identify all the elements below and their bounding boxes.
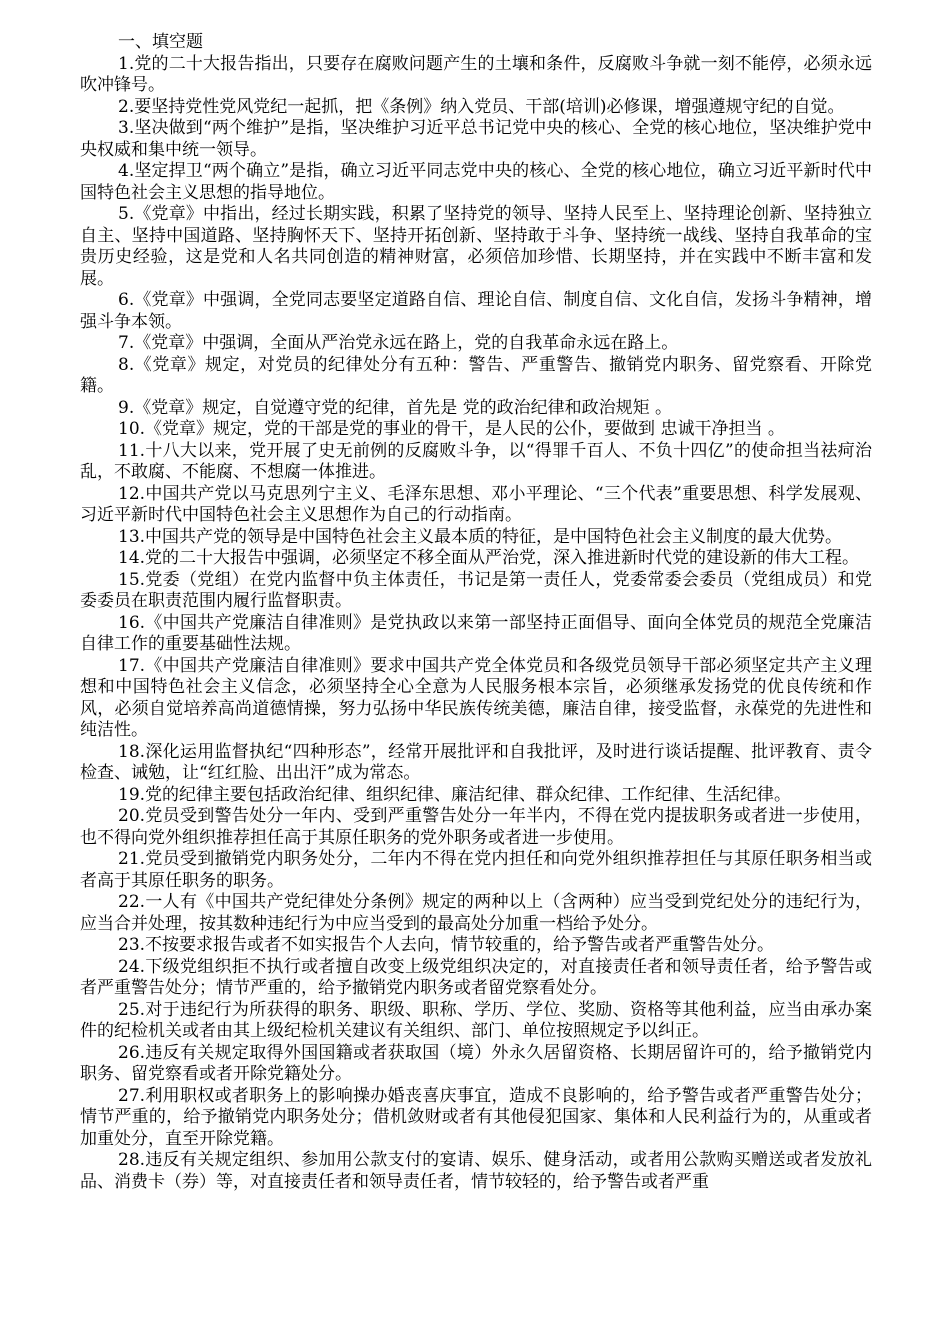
question-4: 4.坚定捍卫“两个确立”是指，确立习近平同志党中央的核心、全党的核心地位，确立习近平新时代中国特色社会主义思想的指导地位。 [80,161,872,203]
question-23: 23.不按要求报告或者不如实报告个人去向，情节较重的，给予警告或者严重警告处分。 [118,935,775,955]
question-6: 6.《党章》中强调，全党同志要坚定道路自信、理论自信、制度自信、文化自信，发扬斗争精神，增强斗争本领。 [80,290,872,332]
question-16: 16.《中国共产党廉洁自律准则》是党执政以来第一部坚持正面倡导、面向全体党员的规范全党廉洁自律工作的重要基础性法规。 [80,612,872,654]
question-11: 11.十八大以来，党开展了史无前例的反腐败斗争，以“得罪千百人、不负十四亿”的使命担当祛疴治乱，不敢腐、不能腐、不想腐一体推进。 [80,440,872,482]
question-17: 17.《中国共产党廉洁自律准则》要求中国共产党全体党员和各级党员领导干部必须坚定共产主义理想和中国特色社会主义信念，必须坚持全心全意为人民服务根本宗旨，必须继承发扬党的优良传统和作风，必须自觉培养高尚道德情操，努力弘扬中华民族传统美德，廉洁自律，接受监督，永葆党的先进性和纯洁性。 [80,655,872,740]
section-title: 一、填空题 [118,32,203,52]
question-8: 8.《党章》规定，对党员的纪律处分有五种：警告、严重警告、撤销党内职务、留党察看、开除党籍。 [80,354,872,396]
question-10: 10.《党章》规定，党的干部是党的事业的骨干，是人民的公仆，要做到 忠诚干净担当 。 [118,419,785,439]
question-15: 15.党委（党组）在党内监督中负主体责任，书记是第一责任人，党委常委会委员（党组成员）和党委委员在职责范围内履行监督职责。 [80,569,872,611]
question-9: 9.《党章》规定，自觉遵守党的纪律，首先是 党的政治纪律和政治规矩 。 [118,397,673,418]
question-5: 5.《党章》中指出，经过长期实践，积累了坚持党的领导、坚持人民至上、坚持理论创新、坚持独立自主、坚持中国道路、坚持胸怀天下、坚持开拓创新、坚持敢于斗争、坚持统一战线、坚持自我革命的宝贵历史经验，这是党和人名共同创造的精神财富，必须倍加珍惜、长期坚持，并在实践中不断丰富和发展。 [80,204,872,289]
question-27: 27.利用职权或者职务上的影响操办婚丧喜庆事宜，造成不良影响的，给予警告或者严重警告处分；情节严重的，给予撤销党内职务处分；借机敛财或者有其他侵犯国家、集体和人民利益行为的，从重或者加重处分，直至开除党籍。 [80,1085,872,1149]
question-2: 2.要坚持党性党风党纪一起抓，把《条例》纳入党员、干部(培训)必修课，增强遵规守纪的自觉。 [118,96,845,117]
question-26: 26.违反有关规定取得外国国籍或者获取国（境）外永久居留资格、长期居留许可的，给予撤销党内职务、留党察看或者开除党籍处分。 [80,1042,872,1084]
question-20: 20.党员受到警告处分一年内、受到严重警告处分一年半内，不得在党内提拔职务或者进一步使用，也不得向党外组织推荐担任高于其原任职务的党外职务或者进一步使用。 [80,806,872,848]
question-24: 24.下级党组织拒不执行或者擅自改变上级党组织决定的，对直接责任者和领导责任者，给予警告或者严重警告处分；情节严重的，给予撤销党内职务或者留党察看处分。 [80,956,872,998]
question-18: 18.深化运用监督执纪“四种形态”，经常开展批评和自我批评，及时进行谈话提醒、批评教育、责令检查、诫勉，让“红红脸、出出汗”成为常态。 [80,741,872,783]
question-19: 19.党的纪律主要包括政治纪律、组织纪律、廉洁纪律、群众纪律、工作纪律、生活纪律。 [118,784,792,805]
document-page [80,32,872,1193]
question-7: 7.《党章》中强调，全面从严治党永远在路上，党的自我革命永远在路上。 [118,333,679,353]
question-14: 14.党的二十大报告中强调，必须坚定不移全面从严治党，深入推进新时代党的建设新的伟大工程。 [118,548,860,568]
question-21: 21.党员受到撤销党内职务处分，二年内不得在党内担任和向党外组织推荐担任与其原任职务相当或者高于其原任职务的职务。 [80,849,872,891]
question-12: 12.中国共产党以马克思列宁主义、毛泽东思想、邓小平理论、“三个代表”重要思想、科学发展观、习近平新时代中国特色社会主义思想作为自己的行动指南。 [80,483,872,525]
question-22: 22.一人有《中国共产党纪律处分条例》规定的两种以上（含两种）应当受到党纪处分的违纪行为，应当合并处理，按其数种违纪行为中应当受到的最高处分加重一档给予处分。 [80,892,872,934]
question-13: 13.中国共产党的领导是中国特色社会主义最本质的特征，是中国特色社会主义制度的最大优势。 [118,526,843,547]
question-1: 1.党的二十大报告指出，只要存在腐败问题产生的土壤和条件，反腐败斗争就一刻不能停，必须永远吹冲锋号。 [80,53,872,95]
question-3: 3.坚决做到“两个维护”是指，坚决维护习近平总书记党中央的核心、全党的核心地位，坚决维护党中央权威和集中统一领导。 [80,118,872,160]
question-25: 25.对于违纪行为所获得的职务、职级、职称、学历、学位、奖励、资格等其他利益，应当由承办案件的纪检机关或者由其上级纪检机关建议有关组织、部门、单位按照规定予以纠正。 [80,999,872,1041]
question-28: 28.违反有关规定组织、参加用公款支付的宴请、娱乐、健身活动，或者用公款购买赠送或者发放礼品、消费卡（券）等，对直接责任者和领导责任者，情节较轻的，给予警告或者严重 [80,1150,872,1192]
